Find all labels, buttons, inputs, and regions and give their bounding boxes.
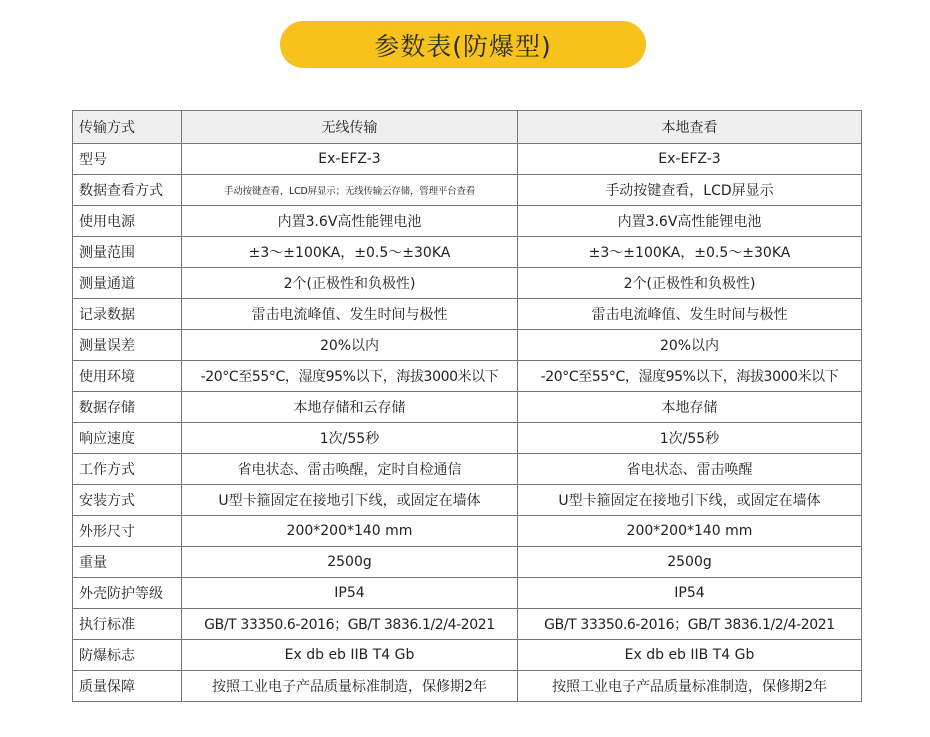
wireless-value: 2500g [182,547,518,578]
wireless-value: 省电状态、雷击唤醒，定时自检通信 [182,454,518,485]
table-row [73,175,862,206]
table-row [73,392,862,423]
header-cell-transmission: 传输方式 [73,111,182,144]
wireless-value: 20%以内 [182,330,518,361]
row-label: 使用环境 [73,361,182,392]
row-label: 防爆标志 [73,640,182,671]
wireless-value: 雷击电流峰值、发生时间与极性 [182,299,518,330]
table-row [73,609,862,640]
row-label: 记录数据 [73,299,182,330]
local-value: 2个(正极性和负极性) [518,268,862,299]
wireless-value: Ex-EFZ-3 [182,144,518,175]
table-row [73,485,862,516]
table-row [73,330,862,361]
table-row [73,516,862,547]
local-value: U型卡箍固定在接地引下线，或固定在墙体 [518,485,862,516]
row-label: 使用电源 [73,206,182,237]
wireless-value: IP54 [182,578,518,609]
table-row [73,547,862,578]
row-label: 工作方式 [73,454,182,485]
table-row [73,237,862,268]
wireless-value: GB/T 33350.6-2016；GB/T 3836.1/2/4-2021 [182,609,518,640]
row-label: 测量通道 [73,268,182,299]
wireless-value: U型卡箍固定在接地引下线，或固定在墙体 [182,485,518,516]
wireless-value: 本地存储和云存储 [182,392,518,423]
row-label: 测量范围 [73,237,182,268]
table-row [73,361,862,392]
wireless-value: 内置3.6V高性能锂电池 [182,206,518,237]
local-value: 20%以内 [518,330,862,361]
table-row [73,144,862,175]
local-value: IP54 [518,578,862,609]
row-label: 重量 [73,547,182,578]
local-value: 省电状态、雷击唤醒 [518,454,862,485]
local-value: ±3～±100KA，±0.5～±30KA [518,237,862,268]
row-label: 数据查看方式 [73,175,182,206]
wireless-value: 按照工业电子产品质量标准制造，保修期2年 [182,671,518,702]
table-row [73,454,862,485]
row-label: 外形尺寸 [73,516,182,547]
wireless-value: 手动按键查看，LCD屏显示；无线传输云存储，管理平台查看 [182,175,518,206]
table-row [73,423,862,454]
local-value: 200*200*140 mm [518,516,862,547]
wireless-value: ±3～±100KA，±0.5～±30KA [182,237,518,268]
row-label: 响应速度 [73,423,182,454]
table-row [73,206,862,237]
row-label: 质量保障 [73,671,182,702]
header-cell-wireless: 无线传输 [182,111,518,144]
wireless-value: 200*200*140 mm [182,516,518,547]
row-label: 安装方式 [73,485,182,516]
local-value: GB/T 33350.6-2016；GB/T 3836.1/2/4-2021 [518,609,862,640]
local-value: 2500g [518,547,862,578]
row-label: 型号 [73,144,182,175]
wireless-value: -20°C至55°C，湿度95%以下，海拔3000米以下 [182,361,518,392]
local-value: 手动按键查看，LCD屏显示 [518,175,862,206]
table-header-row [73,111,862,144]
wireless-value: 1次/55秒 [182,423,518,454]
local-value: 内置3.6V高性能锂电池 [518,206,862,237]
local-value: 按照工业电子产品质量标准制造，保修期2年 [518,671,862,702]
table-row [73,268,862,299]
local-value: Ex db eb IIB T4 Gb [518,640,862,671]
local-value: Ex-EFZ-3 [518,144,862,175]
row-label: 外壳防护等级 [73,578,182,609]
local-value: 1次/55秒 [518,423,862,454]
row-label: 执行标准 [73,609,182,640]
table-row [73,578,862,609]
local-value: 本地存储 [518,392,862,423]
row-label: 数据存储 [73,392,182,423]
parameter-table [72,110,862,702]
local-value: 雷击电流峰值、发生时间与极性 [518,299,862,330]
table-row [73,640,862,671]
wireless-value: 2个(正极性和负极性) [182,268,518,299]
page-title: 参数表(防爆型) [280,21,646,68]
row-label: 测量误差 [73,330,182,361]
header-cell-local: 本地查看 [518,111,862,144]
table-row [73,299,862,330]
table-row [73,671,862,702]
local-value: -20°C至55°C，湿度95%以下，海拔3000米以下 [518,361,862,392]
wireless-value: Ex db eb IIB T4 Gb [182,640,518,671]
